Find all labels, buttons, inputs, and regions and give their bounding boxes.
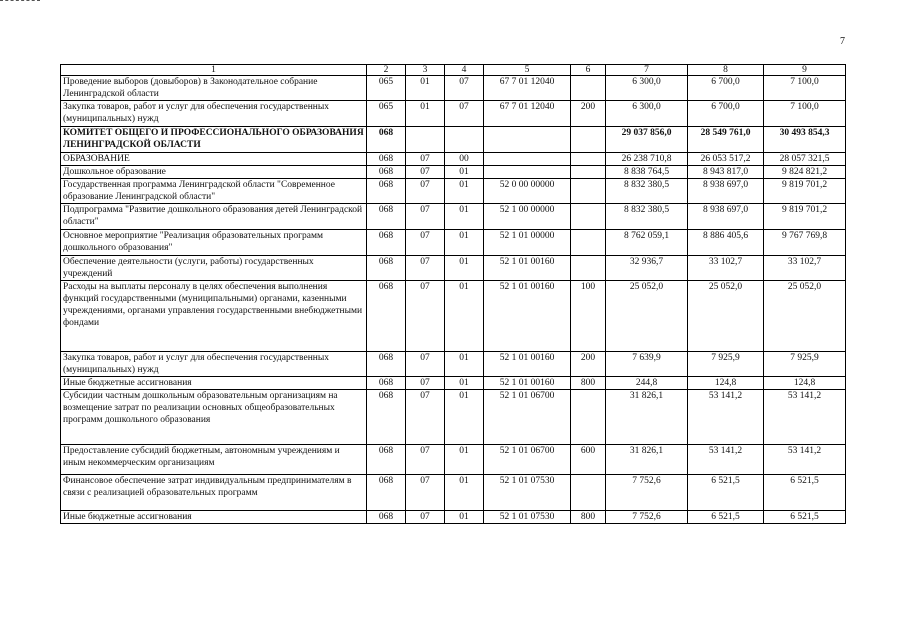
row-subsection-code: 00 (445, 153, 484, 166)
row-ministry-code: 068 (367, 445, 406, 475)
row-subsection-code: 01 (445, 475, 484, 511)
row-expense-type: 100 (571, 281, 606, 352)
row-ministry-code: 068 (367, 230, 406, 256)
row-subsection-code: 01 (445, 256, 484, 281)
row-name: Проведение выборов (довыборов) в Законодательное собрание Ленинградской области (61, 76, 367, 101)
row-subsection-code: 07 (445, 76, 484, 101)
row-ministry-code: 068 (367, 281, 406, 352)
row-target-article: 52 1 01 00000 (484, 230, 571, 256)
row-amount-year-2: 26 053 517,2 (688, 153, 764, 166)
row-section-code: 07 (406, 511, 445, 524)
table-header-row (61, 65, 846, 76)
row-target-article: 52 1 01 00160 (484, 352, 571, 377)
table-row (61, 101, 846, 127)
column-header: 6 (571, 65, 606, 76)
table-row (61, 127, 846, 153)
row-amount-year-2: 6 700,0 (688, 76, 764, 101)
row-amount-year-2: 6 700,0 (688, 101, 764, 127)
row-target-article: 67 7 01 12040 (484, 101, 571, 127)
page-number: 7 (840, 36, 845, 47)
row-target-article: 67 7 01 12040 (484, 76, 571, 101)
row-amount-year-2: 124,8 (688, 377, 764, 390)
row-amount-year-3: 25 052,0 (764, 281, 846, 352)
row-subsection-code: 01 (445, 511, 484, 524)
row-amount-year-1: 8 832 380,5 (606, 179, 688, 204)
table-row (61, 352, 846, 377)
table-body (61, 65, 846, 524)
row-name: ОБРАЗОВАНИЕ (61, 153, 367, 166)
row-expense-type: 200 (571, 101, 606, 127)
row-section-code: 07 (406, 377, 445, 390)
row-amount-year-1: 32 936,7 (606, 256, 688, 281)
row-amount-year-3: 53 141,2 (764, 445, 846, 475)
row-name: Расходы на выплаты персоналу в целях обеспечения выполнения функций государственными (муниципальными) органами, казенными учреждениями, органами управления государственными внебюджетными фондами (61, 281, 367, 352)
row-amount-year-2: 6 521,5 (688, 475, 764, 511)
row-amount-year-1: 6 300,0 (606, 101, 688, 127)
row-ministry-code: 068 (367, 204, 406, 230)
row-expense-type (571, 475, 606, 511)
budget-table (60, 64, 846, 524)
row-name: Государственная программа Ленинградской области "Современное образование Ленинградской области" (61, 179, 367, 204)
row-ministry-code: 068 (367, 256, 406, 281)
row-amount-year-1: 8 832 380,5 (606, 204, 688, 230)
row-amount-year-2: 8 943 817,0 (688, 166, 764, 179)
row-subsection-code: 01 (445, 204, 484, 230)
row-ministry-code: 065 (367, 101, 406, 127)
column-header: 5 (484, 65, 571, 76)
row-section-code: 07 (406, 475, 445, 511)
table-row (61, 445, 846, 475)
column-header: 4 (445, 65, 484, 76)
row-target-article: 52 1 01 00160 (484, 256, 571, 281)
row-subsection-code: 01 (445, 230, 484, 256)
row-expense-type: 800 (571, 511, 606, 524)
row-amount-year-1: 7 752,6 (606, 511, 688, 524)
table-row (61, 179, 846, 204)
row-expense-type (571, 179, 606, 204)
row-amount-year-2: 53 141,2 (688, 445, 764, 475)
row-amount-year-2: 53 141,2 (688, 390, 764, 445)
row-section-code: 07 (406, 179, 445, 204)
row-name: Обеспечение деятельности (услуги, работы) государственных учреждений (61, 256, 367, 281)
table-row (61, 153, 846, 166)
table-row (61, 76, 846, 101)
row-name: Иные бюджетные ассигнования (61, 511, 367, 524)
row-amount-year-2: 8 886 405,6 (688, 230, 764, 256)
row-amount-year-1: 31 826,1 (606, 390, 688, 445)
row-expense-type (571, 256, 606, 281)
row-section-code: 07 (406, 256, 445, 281)
row-target-article (484, 127, 571, 153)
row-amount-year-2: 33 102,7 (688, 256, 764, 281)
row-name: КОМИТЕТ ОБЩЕГО И ПРОФЕССИОНАЛЬНОГО ОБРАЗОВАНИЯ ЛЕНИНГРАДСКОЙ ОБЛАСТИ (61, 127, 367, 153)
row-ministry-code: 068 (367, 511, 406, 524)
row-target-article (484, 166, 571, 179)
row-target-article: 52 1 01 06700 (484, 445, 571, 475)
top-edge-dashes (0, 0, 40, 1)
row-ministry-code: 068 (367, 127, 406, 153)
row-section-code: 07 (406, 230, 445, 256)
row-amount-year-3: 7 925,9 (764, 352, 846, 377)
row-amount-year-1: 8 838 764,5 (606, 166, 688, 179)
table-row (61, 204, 846, 230)
row-amount-year-3: 9 819 701,2 (764, 179, 846, 204)
table-row (61, 230, 846, 256)
row-expense-type (571, 153, 606, 166)
row-subsection-code: 01 (445, 352, 484, 377)
row-expense-type: 600 (571, 445, 606, 475)
row-amount-year-1: 25 052,0 (606, 281, 688, 352)
row-amount-year-1: 7 752,6 (606, 475, 688, 511)
row-ministry-code: 068 (367, 475, 406, 511)
row-name: Финансовое обеспечение затрат индивидуальным предпринимателям в связи с реализацией образовательных программ (61, 475, 367, 511)
row-target-article: 52 1 00 00000 (484, 204, 571, 230)
row-amount-year-3: 28 057 321,5 (764, 153, 846, 166)
row-target-article (484, 153, 571, 166)
row-ministry-code: 068 (367, 390, 406, 445)
row-amount-year-3: 30 493 854,3 (764, 127, 846, 153)
row-amount-year-1: 29 037 856,0 (606, 127, 688, 153)
row-amount-year-3: 6 521,5 (764, 511, 846, 524)
column-header: 9 (764, 65, 846, 76)
row-amount-year-1: 244,8 (606, 377, 688, 390)
row-expense-type (571, 230, 606, 256)
row-target-article: 52 0 00 00000 (484, 179, 571, 204)
row-subsection-code: 01 (445, 390, 484, 445)
row-name: Основное мероприятие "Реализация образовательных программ дошкольного образования" (61, 230, 367, 256)
row-amount-year-3: 33 102,7 (764, 256, 846, 281)
row-amount-year-1: 7 639,9 (606, 352, 688, 377)
row-name: Дошкольное образование (61, 166, 367, 179)
row-amount-year-1: 6 300,0 (606, 76, 688, 101)
row-ministry-code: 065 (367, 76, 406, 101)
row-amount-year-3: 7 100,0 (764, 101, 846, 127)
row-amount-year-3: 9 819 701,2 (764, 204, 846, 230)
row-target-article: 52 1 01 07530 (484, 475, 571, 511)
row-expense-type (571, 166, 606, 179)
row-section-code: 01 (406, 101, 445, 127)
row-amount-year-3: 53 141,2 (764, 390, 846, 445)
row-amount-year-2: 7 925,9 (688, 352, 764, 377)
row-subsection-code: 07 (445, 101, 484, 127)
row-amount-year-3: 7 100,0 (764, 76, 846, 101)
row-expense-type: 200 (571, 352, 606, 377)
column-header: 7 (606, 65, 688, 76)
column-header: 8 (688, 65, 764, 76)
row-section-code: 07 (406, 352, 445, 377)
row-expense-type (571, 204, 606, 230)
row-expense-type (571, 390, 606, 445)
row-ministry-code: 068 (367, 166, 406, 179)
row-name: Закупка товаров, работ и услуг для обеспечения государственных (муниципальных) нужд (61, 101, 367, 127)
row-amount-year-2: 28 549 761,0 (688, 127, 764, 153)
row-amount-year-2: 8 938 697,0 (688, 179, 764, 204)
row-target-article: 52 1 01 06700 (484, 390, 571, 445)
row-ministry-code: 068 (367, 352, 406, 377)
row-target-article: 52 1 01 00160 (484, 281, 571, 352)
row-amount-year-1: 31 826,1 (606, 445, 688, 475)
row-section-code (406, 127, 445, 153)
row-subsection-code (445, 127, 484, 153)
row-amount-year-1: 8 762 059,1 (606, 230, 688, 256)
row-name: Иные бюджетные ассигнования (61, 377, 367, 390)
table-row (61, 390, 846, 445)
row-section-code: 07 (406, 166, 445, 179)
row-amount-year-1: 26 238 710,8 (606, 153, 688, 166)
table-row (61, 166, 846, 179)
row-subsection-code: 01 (445, 281, 484, 352)
row-amount-year-3: 9 824 821,2 (764, 166, 846, 179)
row-expense-type (571, 127, 606, 153)
table-row (61, 511, 846, 524)
row-section-code: 07 (406, 153, 445, 166)
column-header: 2 (367, 65, 406, 76)
table-row (61, 281, 846, 352)
row-amount-year-2: 25 052,0 (688, 281, 764, 352)
row-name: Закупка товаров, работ и услуг для обеспечения государственных (муниципальных) нужд (61, 352, 367, 377)
row-amount-year-3: 124,8 (764, 377, 846, 390)
row-target-article: 52 1 01 07530 (484, 511, 571, 524)
row-subsection-code: 01 (445, 445, 484, 475)
row-section-code: 07 (406, 204, 445, 230)
row-amount-year-3: 9 767 769,8 (764, 230, 846, 256)
column-header: 1 (61, 65, 367, 76)
row-ministry-code: 068 (367, 179, 406, 204)
column-header: 3 (406, 65, 445, 76)
row-amount-year-2: 8 938 697,0 (688, 204, 764, 230)
table-row (61, 377, 846, 390)
row-name: Субсидии частным дошкольным образовательным организациям на возмещение затрат по реализации основных общеобразовательных программ дошкольного образования (61, 390, 367, 445)
row-expense-type (571, 76, 606, 101)
row-section-code: 07 (406, 445, 445, 475)
row-subsection-code: 01 (445, 179, 484, 204)
row-expense-type: 800 (571, 377, 606, 390)
row-subsection-code: 01 (445, 377, 484, 390)
row-section-code: 01 (406, 76, 445, 101)
row-name: Подпрограмма "Развитие дошкольного образования детей Ленинградской области" (61, 204, 367, 230)
row-target-article: 52 1 01 00160 (484, 377, 571, 390)
row-ministry-code: 068 (367, 153, 406, 166)
row-name: Предоставление субсидий бюджетным, автономным учреждениям и иным некоммерческим организациям (61, 445, 367, 475)
row-amount-year-3: 6 521,5 (764, 475, 846, 511)
table-row (61, 256, 846, 281)
row-subsection-code: 01 (445, 166, 484, 179)
row-ministry-code: 068 (367, 377, 406, 390)
row-section-code: 07 (406, 281, 445, 352)
table-row (61, 475, 846, 511)
row-amount-year-2: 6 521,5 (688, 511, 764, 524)
row-section-code: 07 (406, 390, 445, 445)
